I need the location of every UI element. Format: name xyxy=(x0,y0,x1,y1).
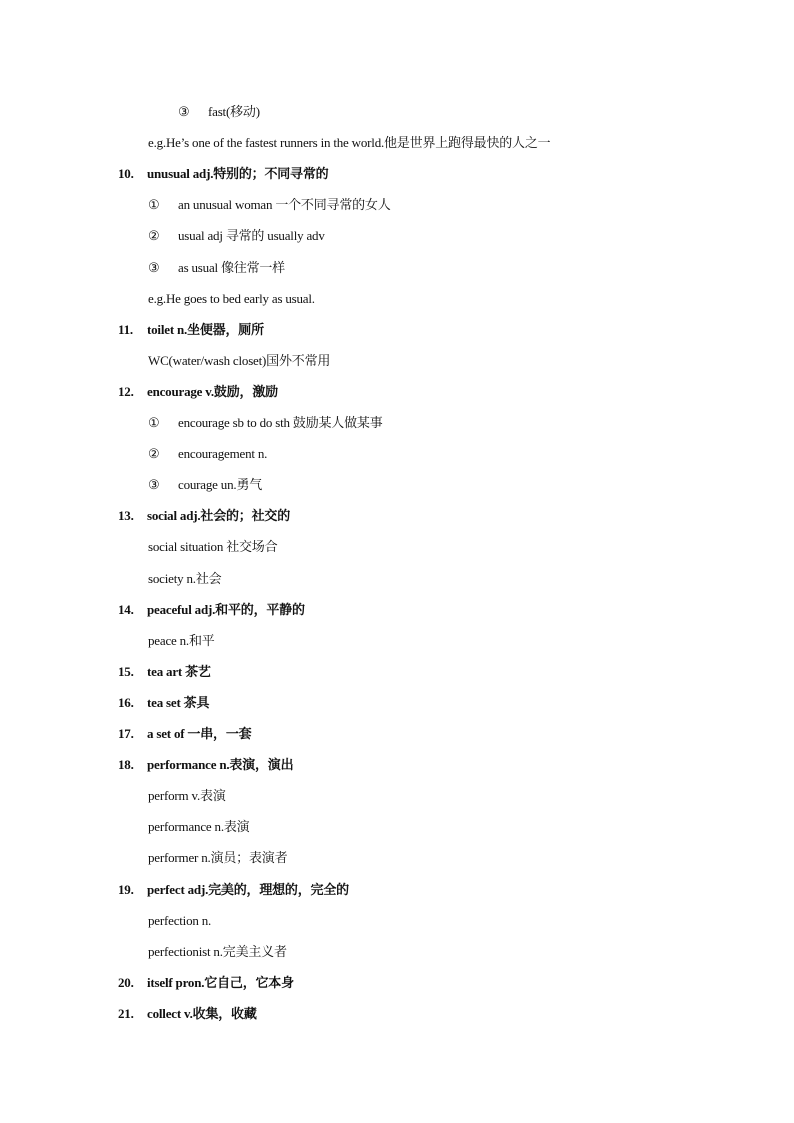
note-line: performance n.表演 xyxy=(148,819,250,834)
heading-text: collect v.收集，收藏 xyxy=(147,1006,257,1021)
item-number: 10. xyxy=(118,166,134,181)
heading-text: toilet n.坐便器，厕所 xyxy=(147,322,264,337)
list-item: courage un.勇气 xyxy=(178,477,263,492)
note-line: performer n.演员；表演者 xyxy=(148,850,288,865)
item-number: 15. xyxy=(118,664,134,679)
circled-number-marker: ① xyxy=(148,197,160,212)
heading-text: tea set 茶具 xyxy=(147,695,210,710)
heading-text: perfect adj.完美的，理想的，完全的 xyxy=(147,882,349,897)
item-number: 12. xyxy=(118,384,134,399)
list-item: usual adj 寻常的 usually adv xyxy=(178,228,325,243)
vocab-heading xyxy=(118,321,264,339)
item-number: 14. xyxy=(118,602,134,617)
note-line: WC(water/wash closet)国外不常用 xyxy=(148,353,331,368)
item-number: 20. xyxy=(118,975,134,990)
vocab-heading xyxy=(118,663,211,681)
note-line: social situation 社交场合 xyxy=(148,539,278,554)
item-number: 16. xyxy=(118,695,134,710)
vocab-heading xyxy=(118,1005,257,1023)
list-item: encourage sb to do sth 鼓励某人做某事 xyxy=(178,415,383,430)
heading-text: tea art 茶艺 xyxy=(147,664,211,679)
vocab-heading xyxy=(118,507,290,525)
item-number: 13. xyxy=(118,508,134,523)
heading-text: itself pron.它自己，它本身 xyxy=(147,975,294,990)
circled-number-marker: ③ xyxy=(148,477,160,492)
vocab-heading xyxy=(118,165,328,183)
vocab-heading xyxy=(118,601,305,619)
vocab-heading xyxy=(118,974,294,992)
vocab-heading xyxy=(118,881,349,899)
note-line: perfectionist n.完美主义者 xyxy=(148,944,287,959)
vocab-heading xyxy=(118,756,293,774)
item-number: 11. xyxy=(118,322,133,337)
heading-text: performance n.表演，演出 xyxy=(147,757,294,772)
vocab-heading xyxy=(118,694,209,712)
list-item: fast(移动) xyxy=(208,104,260,119)
circled-number-marker: ③ xyxy=(178,104,190,119)
list-item: encouragement n. xyxy=(178,446,268,461)
item-number: 17. xyxy=(118,726,134,741)
item-number: 19. xyxy=(118,882,134,897)
heading-text: encourage v.鼓励，激励 xyxy=(147,384,278,399)
circled-number-marker: ① xyxy=(148,415,160,430)
heading-text: a set of 一串，一套 xyxy=(147,726,252,741)
heading-text: social adj.社会的；社交的 xyxy=(147,508,291,523)
heading-text: peaceful adj.和平的，平静的 xyxy=(147,602,305,617)
vocab-heading xyxy=(118,383,278,401)
circled-number-marker: ③ xyxy=(148,260,160,275)
note-line: e.g.He goes to bed early as usual. xyxy=(148,291,315,306)
note-line: peace n.和平 xyxy=(148,633,215,648)
note-line: e.g.He’s one of the fastest runners in the world.他是世界上跑得最快的人之一 xyxy=(148,135,551,150)
note-line: society n.社会 xyxy=(148,571,222,586)
list-item: an unusual woman 一个不同寻常的女人 xyxy=(178,197,391,212)
circled-number-marker: ② xyxy=(148,446,160,461)
note-line: perfection n. xyxy=(148,913,212,928)
circled-number-marker: ② xyxy=(148,228,160,243)
item-number: 18. xyxy=(118,757,134,772)
note-line: perform v.表演 xyxy=(148,788,226,803)
heading-text: unusual adj.特别的；不同寻常的 xyxy=(147,166,329,181)
vocab-heading xyxy=(118,725,251,743)
item-number: 21. xyxy=(118,1006,134,1021)
list-item: as usual 像往常一样 xyxy=(178,260,285,275)
